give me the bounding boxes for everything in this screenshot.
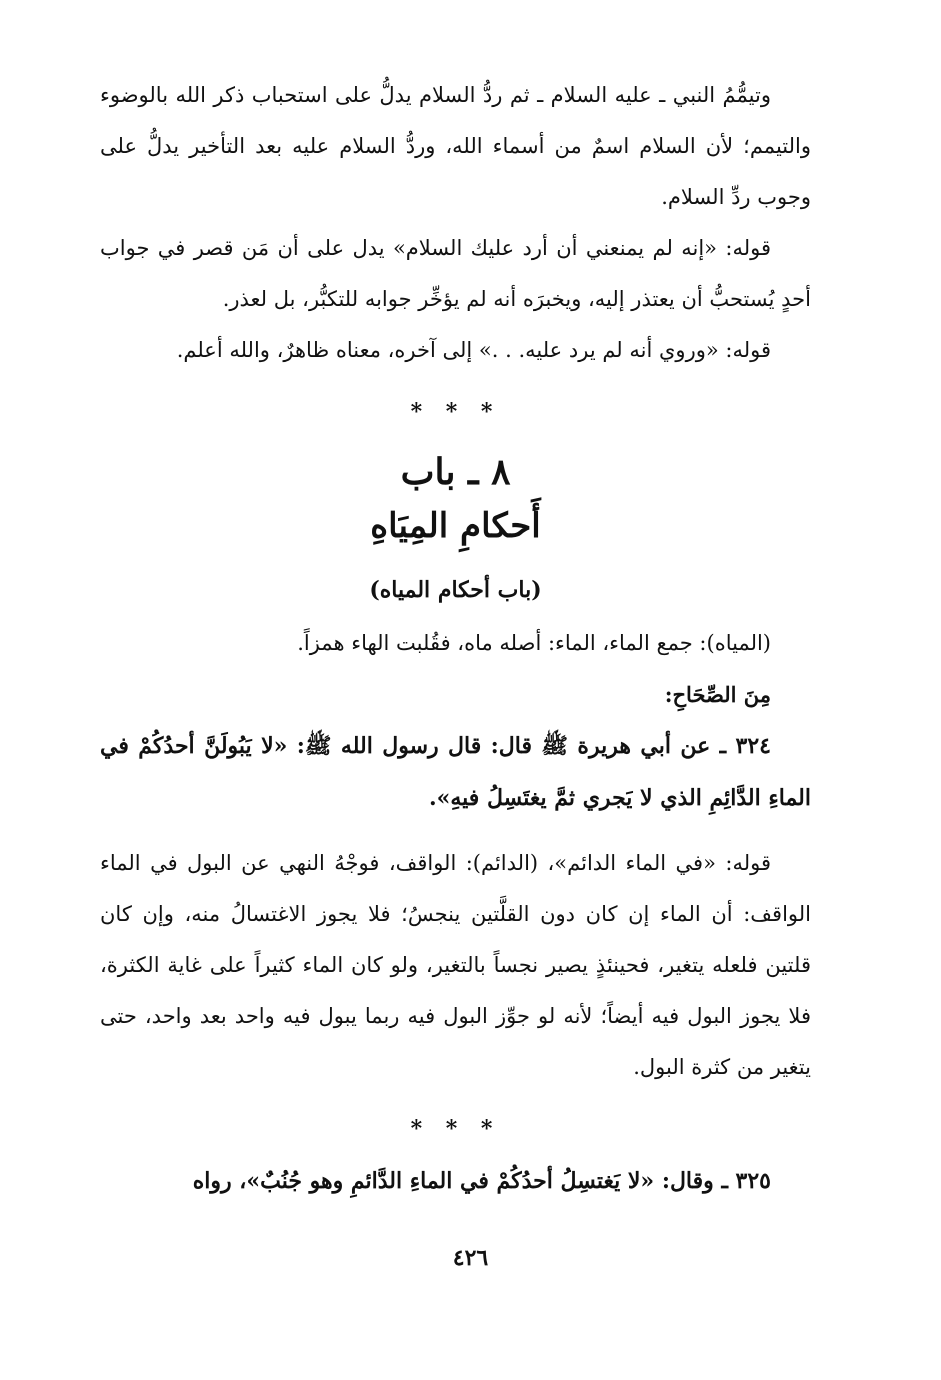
section-heading: (باب أحكام المياه) [369,577,542,603]
section-separator: * * * [410,399,501,425]
page-number: ٤٢٦ [452,1245,489,1271]
chapter-title: أَحكامِ المِيَاهِ [370,506,541,546]
sahih-heading: مِنَ الصِّحَاحِ: [664,682,771,707]
paragraph-riwaya: قوله: «وروي أنه لم يرد عليه. . .» إلى آخره، معناه ظاهرٌ، والله أعلم. [176,338,771,362]
paragraph-tayammum: وتيمُّمُ النبي ـ عليه السلام ـ ثم ردُّ السلام يدلُّ على استحباب ذكر الله بالوضوء والتيمم؛ لأن السلام اسمٌ من أسماء الله، وردُّ السلام عليه بعد التأخير يدلُّ على وجوب ردِّ السلام. [100,83,811,209]
hadith-325: ٣٢٥ ـ وقال: «لا يَغتسِلُ أحدُكُمْ في الماءِ الدَّائمِ وهو جُنُبٌ»، رواه [192,1168,771,1194]
hadith-324: ٣٢٤ ـ عن أبي هريرة ﷺ قال: قال رسول الله ﷺ: «لا يَبُولَنَّ أحدُكُمْ في الماءِ الدَّائِمِ الذي لا يَجري ثمَّ يغتَسِلُ فيهِ». [100,733,811,811]
paragraph-excuse: قوله: «إنه لم يمنعني أن أرد عليك السلام» يدل على أن مَن قصر في جواب أحدٍ يُستحبُّ أن يعتذر إليه، ويخبرَه أنه لم يؤخِّر جوابه للتكبُّر، بل لعذر. [100,236,811,311]
section-separator: * * * [410,1116,501,1142]
commentary-paragraph: قوله: «في الماء الدائم»، (الدائم): الواقف، فوجْهُ النهي عن البول في الماء الواقف: أن الماء إن كان دون القلَّتين ينجسُ؛ فلا يجوز الاغتسالُ منه، وإن كان قلتين فلعله يتغير، فحينئذٍ يصير نجساً بالتغير، ولو كان الماء كثيراً على غاية الكثرة، فلا يجوز البول فيه أيضاً؛ لأنه لو جوِّز البول فيه ربما يبول فيه واحد بعد واحد، حتى يتغير من كثرة البول. [100,851,811,1079]
page-body [100,70,811,1207]
chapter-number: ٨ ـ باب [400,451,511,493]
definition-paragraph: (المياه): جمع الماء، الماء: أصله ماه، فقُلبت الهاء همزاً. [297,631,771,655]
